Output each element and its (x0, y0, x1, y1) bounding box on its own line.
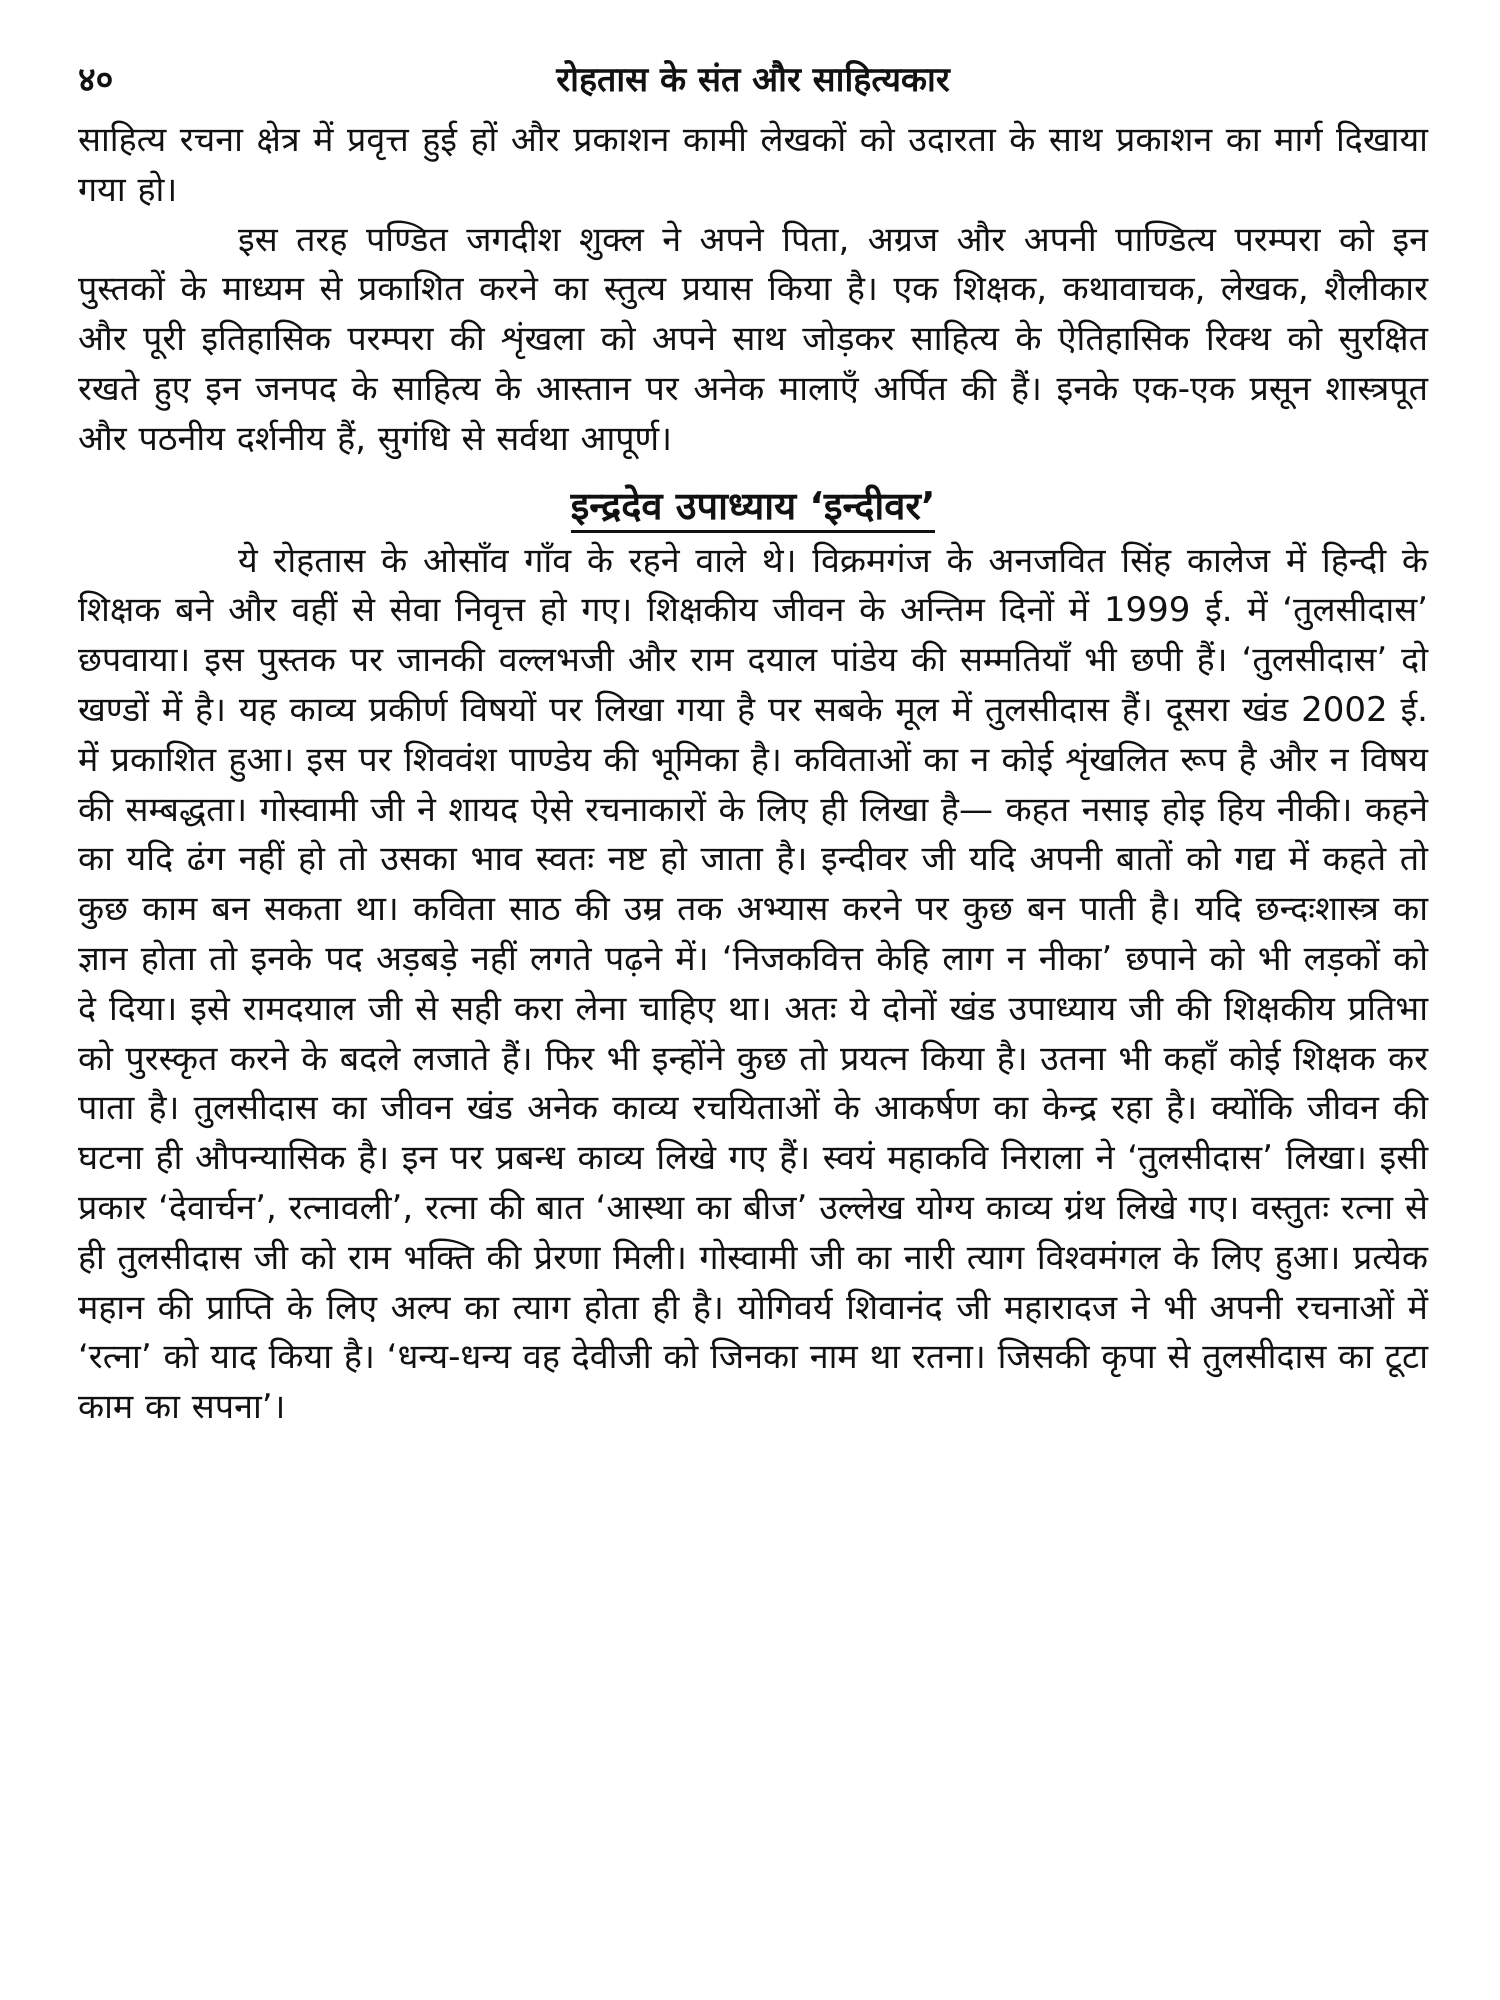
running-head (78, 50, 1428, 110)
book-page (78, 50, 1428, 1433)
section-heading (78, 477, 1428, 535)
book-title: रोहतास के संत और साहित्यकार (556, 60, 950, 100)
paragraph-continuation: साहित्य रचना क्षेत्र में प्रवृत्त हुई हों और प्रकाशन कामी लेखकों को उदारता के साथ प्रकाशन का मार्ग दिखाया गया हो। (78, 120, 1428, 210)
page-number: ४० (78, 60, 114, 100)
section-heading-text: इन्द्रदेव उपाध्याय ‘इन्दीवर’ (571, 484, 936, 533)
paragraph-jagdish-shukla: इस तरह पण्डित जगदीश शुक्ल ने अपने पिता, अग्रज और अपनी पाण्डित्य परम्परा को इन पुस्तकों के माध्यम से प्रकाशित करने का स्तुत्य प्रयास किया है। एक शिक्षक, कथावाचक, लेखक, शैलीकार और पूरी इतिहासिक परम्परा की शृंखला को अपने साथ जोड़कर साहित्य के ऐतिहासिक रिक्थ को सुरक्षित रखते हुए इन जनपद के साहित्य के आस्तान पर अनेक मालाएँ अर्पित की हैं। इनके एक-एक प्रसून शास्त्रपूत और पठनीय दर्शनीय हैं, सुगंधि से सर्वथा आपूर्ण। (78, 219, 1428, 459)
paragraph-indradev-upadhyay: ये रोहतास के ओसाँव गाँव के रहने वाले थे। विक्रमगंज के अनजवित सिंह कालेज में हिन्दी के शिक्षक बने और वहीं से सेवा निवृत्त हो गए। शिक्षकीय जीवन के अन्तिम दिनों में 1999 ई. में ‘तुलसीदास’ छपवाया। इस पुस्तक पर जानकी वल्लभजी और राम दयाल पांडेय की सम्मतियाँ भी छपी हैं। ‘तुलसीदास’ दो खण्डों में है। यह काव्य प्रकीर्ण विषयों पर लिखा गया है पर सबके मूल में तुलसीदास हैं। दूसरा खंड 2002 ई. में प्रकाशित हुआ। इस पर शिववंश पाण्डेय की भूमिका है। कविताओं का न कोई शृंखलित रूप है और न विषय की सम्बद्धता। गोस्वामी जी ने शायद ऐसे रचनाकारों के लिए ही लिखा है— कहत नसाइ होइ हिय नीकी। कहने का यदि ढंग नहीं हो तो उसका भाव स्वतः नष्ट हो जाता है। इन्दीवर जी यदि अपनी बातों को गद्य में कहते तो कुछ काम बन सकता था। कविता साठ की उम्र तक अभ्यास करने पर कुछ बन पाती है। यदि छन्दःशास्त्र का ज्ञान होता तो इनके पद अड़बड़े नहीं लगते पढ़ने में। ‘निजकवित्त केहि लाग न नीका’ छपाने को भी लड़कों को दे दिया। इसे रामदयाल जी से सही करा लेना चाहिए था। अतः ये दोनों खंड उपाध्याय जी की शिक्षकीय प्रतिभा को पुरस्कृत करने के बदले लजाते हैं। फिर भी इन्होंने कुछ तो प्रयत्न किया है। उतना भी कहाँ कोई शिक्षक कर पाता है। तुलसीदास का जीवन खंड अनेक काव्य रचयिताओं के आकर्षण का केन्द्र रहा है। क्योंकि जीवन की घटना ही औपन्यासिक है। इन पर प्रबन्ध काव्य लिखे गए हैं। स्वयं महाकवि निराला ने ‘तुलसीदास’ लिखा। इसी प्रकार ‘देवार्चन’, रत्नावली’, रत्ना की बात ‘आस्था का बीज’ उल्लेख योग्य काव्य ग्रंथ लिखे गए। वस्तुतः रत्ना से ही तुलसीदास जी को राम भक्ति की प्रेरणा मिली। गोस्वामी जी का नारी त्याग विश्वमंगल के लिए हुआ। प्रत्येक महान की प्राप्ति के लिए अल्प का त्याग होता ही है। योगिवर्य शिवानंद जी महारादज ने भी अपनी रचनाओं में ‘रत्ना’ को याद किया है। ‘धन्य-धन्य वह देवीजी को जिनका नाम था रतना। जिसकी कृपा से तुलसीदास का टूटा काम का सपना’। (78, 540, 1428, 1428)
